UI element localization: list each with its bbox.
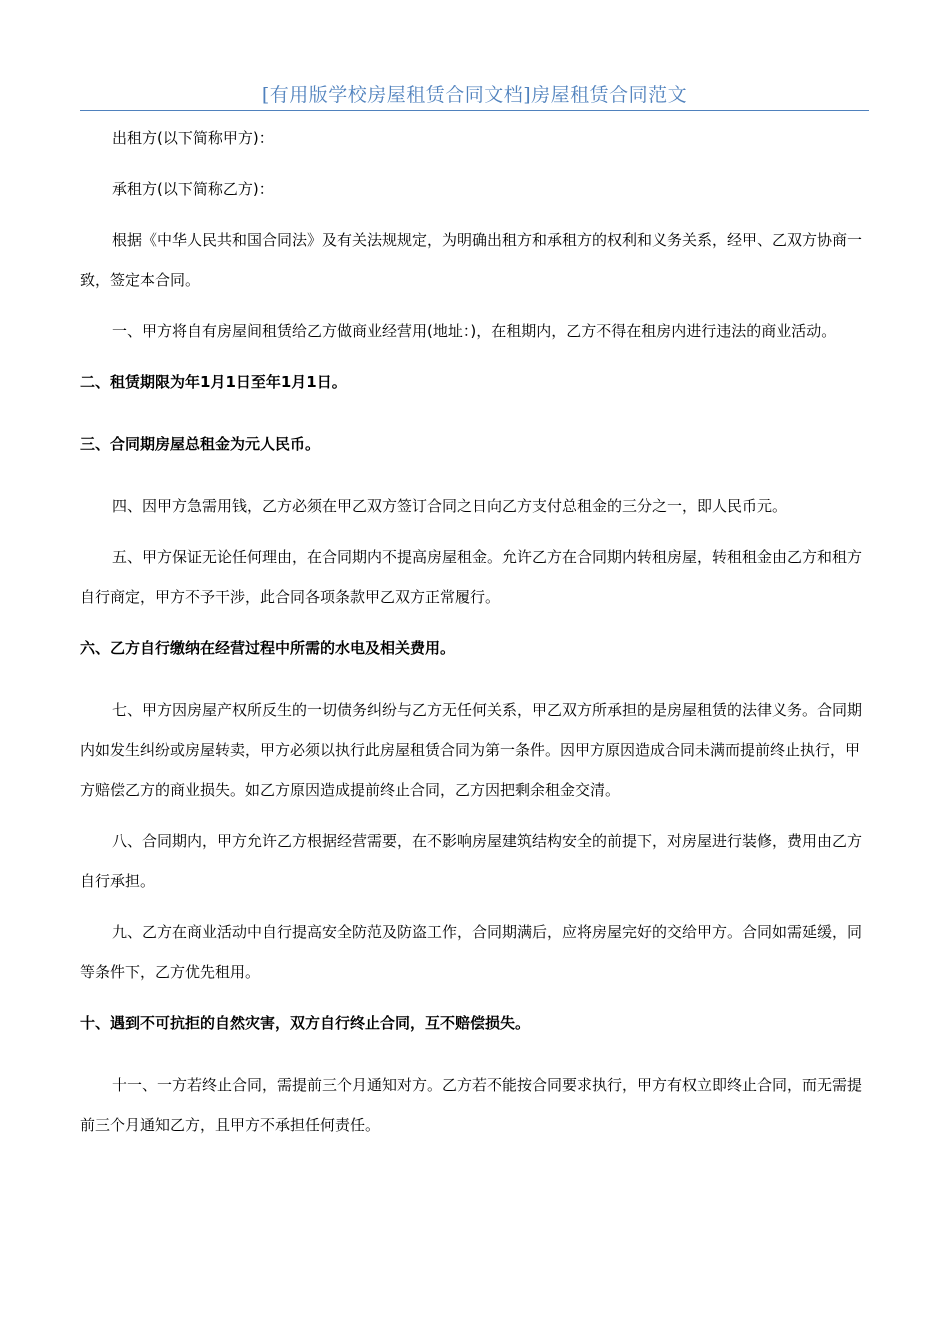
clause-1: 一、甲方将自有房屋间租赁给乙方做商业经营用(地址：)，在租期内，乙方不得在租房内进行违法的商业活动。 xyxy=(112,322,837,340)
clause-11: 十一、一方若终止合同，需提前三个月通知对方。乙方若不能按合同要求执行，甲方有权立即终止合同，而无需提前三个月通知乙方，且甲方不承担任何责任。 xyxy=(80,1076,863,1134)
clause-8: 八、合同期内，甲方允许乙方根据经营需要，在不影响房屋建筑结构安全的前提下，对房屋进行装修，费用由乙方自行承担。 xyxy=(80,832,863,890)
clause-3: 三、合同期房屋总租金为元人民币。 xyxy=(80,435,321,453)
clause-5: 五、甲方保证无论任何理由，在合同期内不提高房屋租金。允许乙方在合同期内转租房屋，转租租金由乙方和租方自行商定，甲方不予干涉，此合同各项条款甲乙双方正常履行。 xyxy=(80,548,863,606)
document-title: [有用版学校房屋租赁合同文档]房屋租赁合同范文 xyxy=(261,84,688,106)
clause-7: 七、甲方因房屋产权所反生的一切债务纠纷与乙方无任何关系，甲乙双方所承担的是房屋租赁的法律义务。合同期内如发生纠纷或房屋转卖，甲方必须以执行此房屋租赁合同为第一条件。因甲方原因造成合同未满而提前终止执行，甲方赔偿乙方的商业损失。如乙方原因造成提前终止合同，乙方因把剩余租金交清。 xyxy=(80,701,863,799)
document-body xyxy=(80,118,869,1156)
clause-10: 十、遇到不可抗拒的自然灾害，双方自行终止合同，互不赔偿损失。 xyxy=(80,1014,531,1032)
paragraph-preamble: 根据《中华人民共和国合同法》及有关法规规定，为明确出租方和承租方的权利和义务关系，经甲、乙双方协商一致，签定本合同。 xyxy=(80,231,863,289)
document-header xyxy=(80,82,869,111)
clause-6: 六、乙方自行缴纳在经营过程中所需的水电及相关费用。 xyxy=(80,639,456,657)
clause-4: 四、因甲方急需用钱，乙方必须在甲乙双方签订合同之日向乙方支付总租金的三分之一，即人民币元。 xyxy=(112,497,788,515)
clause-2: 二、租赁期限为年1月1日至年1月1日。 xyxy=(80,373,347,391)
paragraph-lessee: 承租方(以下简称乙方)： xyxy=(112,180,274,198)
paragraph-lessor: 出租方(以下简称甲方)： xyxy=(112,129,274,147)
clause-9: 九、乙方在商业活动中自行提高安全防范及防盗工作，合同期满后，应将房屋完好的交给甲方。合同如需延缓，同等条件下，乙方优先租用。 xyxy=(80,923,863,981)
